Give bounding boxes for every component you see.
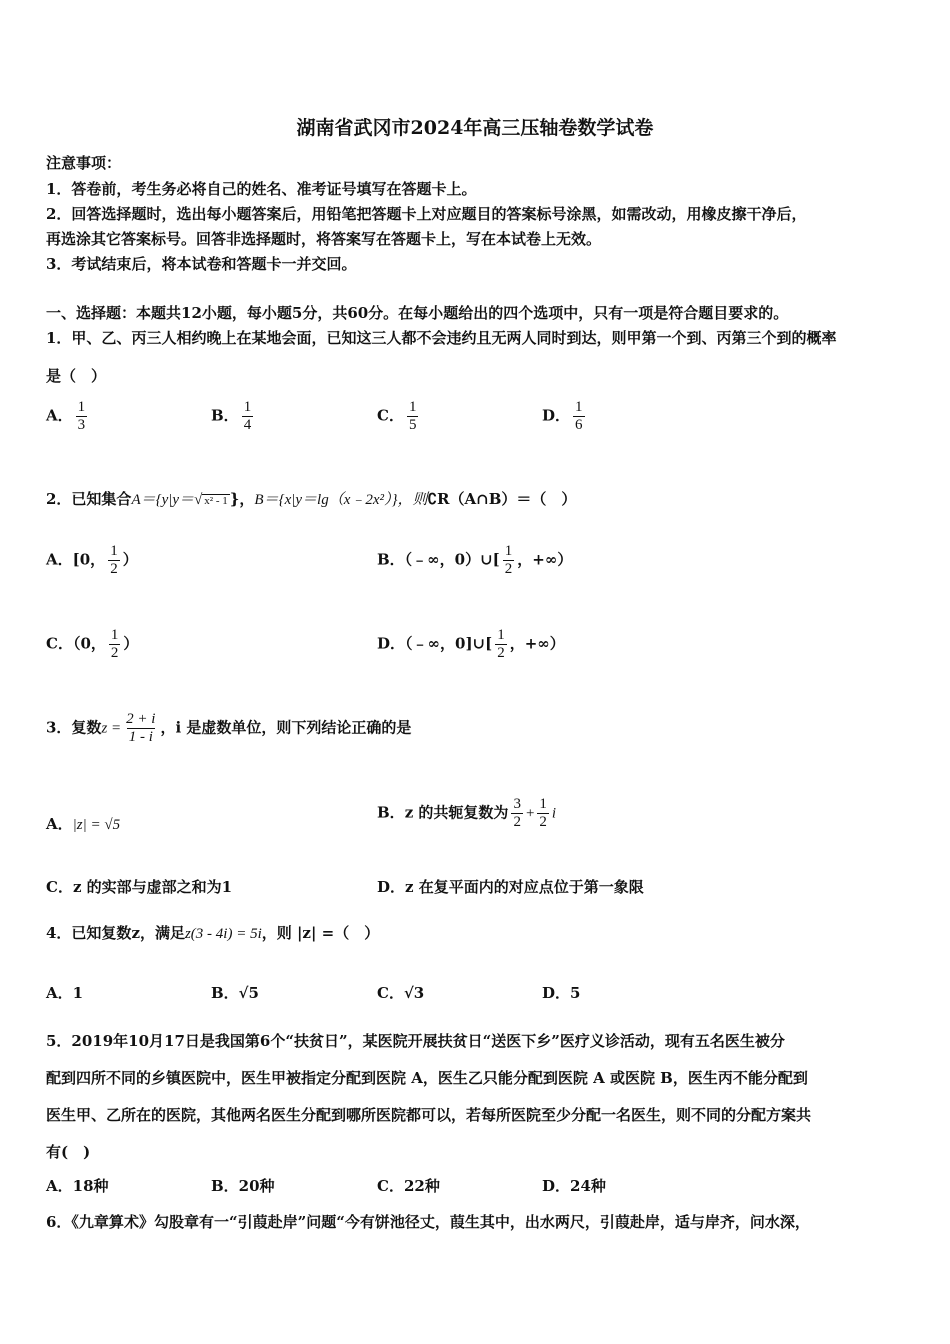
notice-item: 1．答卷前，考生务必将自己的姓名、准考证号填写在答题卡上。 xyxy=(46,180,477,198)
q3-option-a: A．|z| = √5 xyxy=(46,815,121,833)
page-title: 湖南省武冈市2024年高三压轴卷数学试卷 xyxy=(296,117,654,139)
q6-stem: 6．《九章算术》勾股章有一“引葭赴岸”问题“今有饼池径丈，葭生其中，出水两尺，引葭赴岸，适与岸齐，问水深， xyxy=(46,1213,810,1231)
q3-option-b: B．z 的共轭复数为 $\frac{3}{2}$ + $\frac{1}{2}$ i xyxy=(377,796,557,830)
q4-option-b: B．√5 xyxy=(211,984,259,1002)
q5-option-a: A．18种 xyxy=(46,1177,109,1195)
notice-item: 2．回答选择题时，选出每小题答案后，用铅笔把答题卡上对应题目的答案标号涂黑，如需改动，用橡皮擦干净后， xyxy=(46,205,807,223)
q2-option-c: C．（0， $\frac{1}{2}$ ） xyxy=(46,627,139,661)
q1-stem-cont: 是（ ） xyxy=(46,367,107,385)
notice-header: 注意事项： xyxy=(46,154,122,172)
q4-option-c: C．√3 xyxy=(377,984,425,1002)
q1-stem: 1．甲、乙、丙三人相约晚上在某地会面，已知这三人都不会违约且无两人同时到达，则甲第一个到、丙第三个到的概率 xyxy=(46,329,837,347)
q5-stem: 医生甲、乙所在的医院，其他两名医生分配到哪所医院都可以，若每所医院至少分配一名医生，则不同的分配方案共 xyxy=(46,1106,812,1124)
q4-stem: 4．已知复数z，满足z(3 - 4i) = 5i，则 |z| =（ ） xyxy=(46,924,380,942)
q1-option-b: B． $\frac{1}{4}$ xyxy=(211,399,252,433)
q5-stem: 有( ) xyxy=(46,1143,91,1161)
q2-option-a: A．[0， $\frac{1}{2}$ ） xyxy=(46,543,138,577)
q1-option-d: D． $\frac{1}{6}$ xyxy=(542,399,583,433)
section-heading: 一、选择题：本题共12小题，每小题5分，共60分。在每小题给出的四个选项中，只有一项是符合题目要求的。 xyxy=(46,304,789,322)
q5-option-b: B．20种 xyxy=(211,1177,275,1195)
q1-option-c: C． $\frac{1}{5}$ xyxy=(377,399,417,433)
q2-stem: 2．已知集合A＝{y|y＝√ x² - 1 }，B＝{x|y＝lg（x﹣2x²）}，则∁R（A∩B）＝（ ） xyxy=(46,490,577,508)
q5-option-c: C．22种 xyxy=(377,1177,440,1195)
q1-option-a: A． $\frac{1}{3}$ xyxy=(46,399,86,433)
q5-option-d: D．24种 xyxy=(542,1177,606,1195)
q3-stem: 3．复数z = $\frac{2 + i}{1 - i}$ ，i 是虚数单位，则下列结论正确的是 xyxy=(46,711,412,745)
q3-option-d: D．z 在复平面内的对应点位于第一象限 xyxy=(377,878,644,896)
q5-stem: 配到四所不同的乡镇医院中，医生甲被指定分配到医院 A，医生乙只能分配到医院 A 或医院 B，医生丙不能分配到 xyxy=(46,1069,808,1087)
q3-option-c: C．z 的实部与虚部之和为1 xyxy=(46,878,233,896)
q2-option-d: D．（﹣∞，0]∪[ $\frac{1}{2}$ ，+∞） xyxy=(377,627,565,661)
notice-item: 再选涂其它答案标号。回答非选择题时，将答案写在答题卡上，写在本试卷上无效。 xyxy=(46,230,602,248)
notice-item: 3．考试结束后，将本试卷和答题卡一并交回。 xyxy=(46,255,357,273)
q4-option-a: A．1 xyxy=(46,984,84,1002)
q5-stem: 5．2019年10月17日是我国第6个“扶贫日”，某医院开展扶贫日“送医下乡”医疗义诊活动，现有五名医生被分 xyxy=(46,1032,785,1050)
q2-option-b: B．（﹣∞，0）∪[ $\frac{1}{2}$ ，+∞） xyxy=(377,543,573,577)
q4-option-d: D．5 xyxy=(542,984,581,1002)
